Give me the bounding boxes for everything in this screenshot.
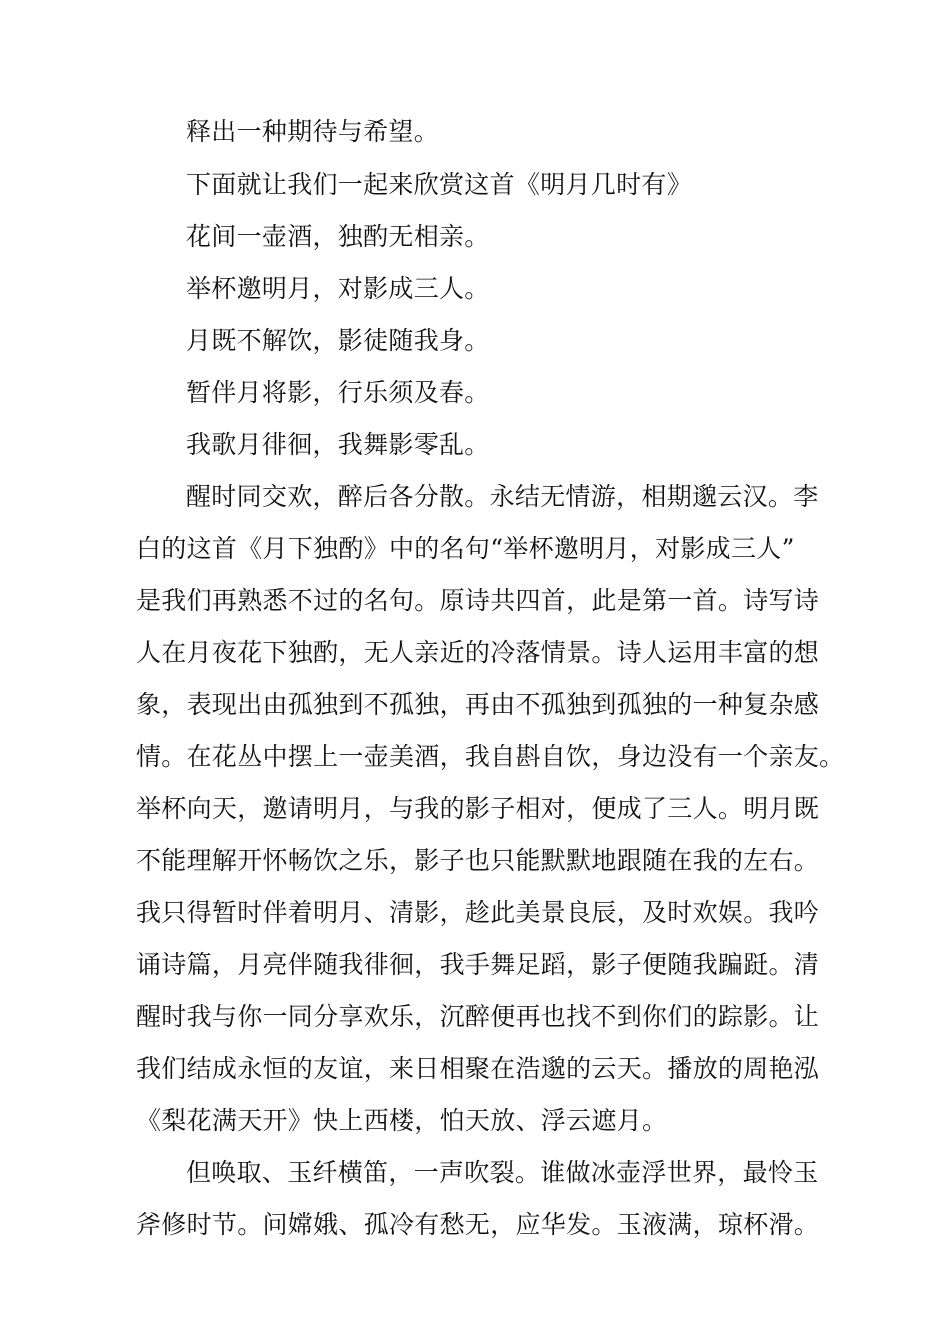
paragraph-line: 情。在花丛中摆上一壶美酒，我自斟自饮，身边没有一个亲友。 (136, 742, 845, 771)
paragraph-line: 不能理解开怀畅饮之乐，影子也只能默默地跟随在我的左右。 (136, 846, 820, 875)
paragraph-line: 象，表现出由孤独到不孤独，再由不孤独到孤独的一种复杂感 (136, 690, 820, 719)
paragraph-line: 我们结成永恒的友谊，来日相聚在浩邈的云天。播放的周艳泓 (136, 1054, 820, 1083)
paragraph-line: 但唤取、玉纤横笛，一声吹裂。谁做冰壶浮世界，最怜玉 (186, 1158, 819, 1187)
paragraph-line: 人在月夜花下独酌，无人亲近的冷落情景。诗人运用丰富的想 (136, 638, 820, 667)
poem-line: 暂伴月将影，行乐须及春。 (186, 378, 490, 407)
poem-line: 我歌月徘徊，我舞影零乱。 (186, 430, 490, 459)
poem-line: 举杯邀明月，对影成三人。 (186, 274, 490, 303)
paragraph-line: 我只得暂时伴着明月、清影，趁此美景良辰，及时欢娱。我吟 (136, 898, 820, 927)
paragraph-line: 举杯向天，邀请明月，与我的影子相对，便成了三人。明月既 (136, 794, 820, 823)
paragraph-line: 醒时我与你一同分享欢乐，沉醉便再也找不到你们的踪影。让 (136, 1002, 820, 1031)
poem-line: 花间一壶酒，独酌无相亲。 (186, 222, 490, 251)
poem-line: 月既不解饮，影徒随我身。 (186, 326, 490, 355)
paragraph-line: 醒时同交欢，醉后各分散。永结无情游，相期邈云汉。李 (186, 482, 819, 511)
paragraph-line: 《梨花满天开》快上西楼，怕天放、浮云遮月。 (136, 1106, 668, 1135)
text-line: 下面就让我们一起来欣赏这首《明月几时有》 (186, 170, 693, 199)
paragraph-line: 斧修时节。问嫦娥、孤冷有愁无，应华发。玉液满，琼杯滑。 (136, 1210, 820, 1239)
text-line: 释出一种期待与希望。 (186, 117, 440, 146)
paragraph-line: 是我们再熟悉不过的名句。原诗共四首，此是第一首。诗写诗 (136, 586, 820, 615)
paragraph-line: 诵诗篇，月亮伴随我徘徊，我手舞足蹈，影子便随我蹁跹。清 (136, 950, 820, 979)
paragraph-line: 白的这首《月下独酌》中的名句“举杯邀明月，对影成三人” (136, 534, 795, 563)
